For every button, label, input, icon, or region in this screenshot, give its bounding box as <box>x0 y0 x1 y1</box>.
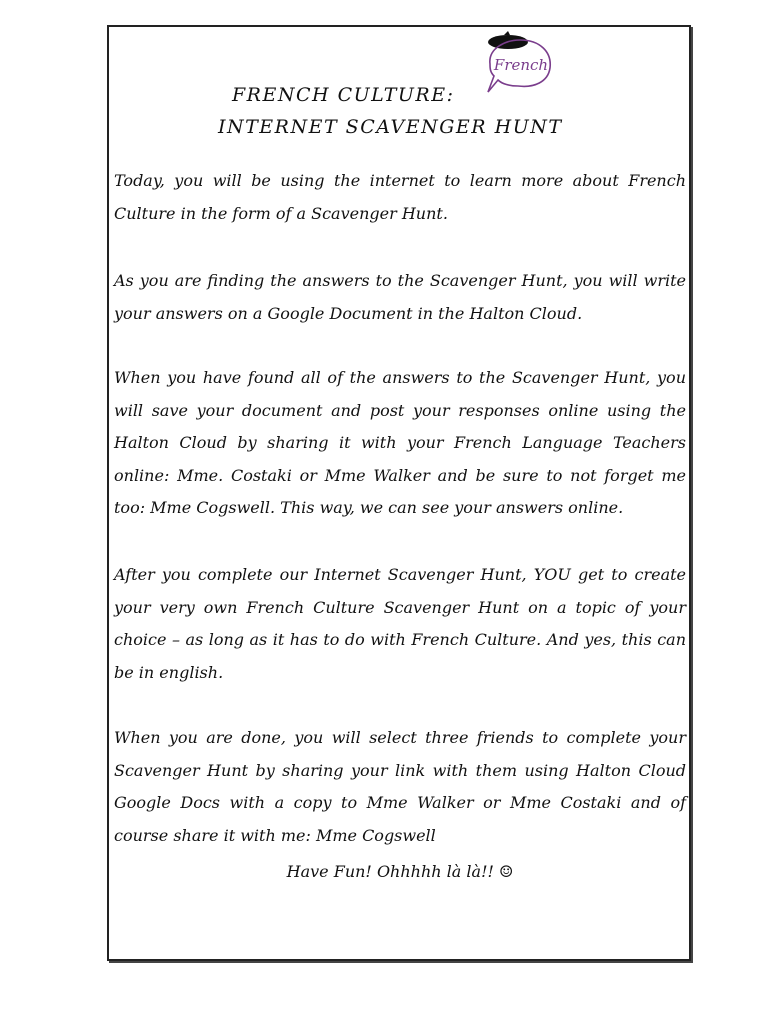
page-title-line-2: INTERNET SCAVENGER HUNT <box>218 116 563 138</box>
paragraph-create-hunt: After you complete our Internet Scavenger Hunt, YOU get to create your very own French Culture Scavenger Hunt on a topic of your choice – as long as it has to do with French Culture. And yes, this can be in english. <box>114 565 686 682</box>
page-title-line-1: FRENCH CULTURE: <box>232 84 455 106</box>
paragraph-share-friends: When you are done, you will select three friends to complete your Scavenger Hunt by sharing your link with them using Halton Cloud Google Docs with a copy to Mme Walker or Mme Costaki and of course share it with me: Mme Cogswell <box>114 728 686 845</box>
paragraph-answers: As you are finding the answers to the Scavenger Hunt, you will write your answers on a Google Document in the Halton Cloud. <box>114 271 686 323</box>
closing-line: Have Fun! Ohhhhh là là!! ☺ <box>286 862 514 881</box>
paragraph-submit: When you have found all of the answers to the Scavenger Hunt, you will save your document and post your responses online using the Halton Cloud by sharing it with your French Language Teachers online: Mme. Costaki or Mme Walker and be sure to not forget me too: Mme Cogswell. This way, we can see your answers online. <box>114 368 686 517</box>
logo-text: French <box>493 56 549 74</box>
paragraph-intro: Today, you will be using the internet to learn more about French Culture in the form of a Scavenger Hunt. <box>114 171 686 223</box>
